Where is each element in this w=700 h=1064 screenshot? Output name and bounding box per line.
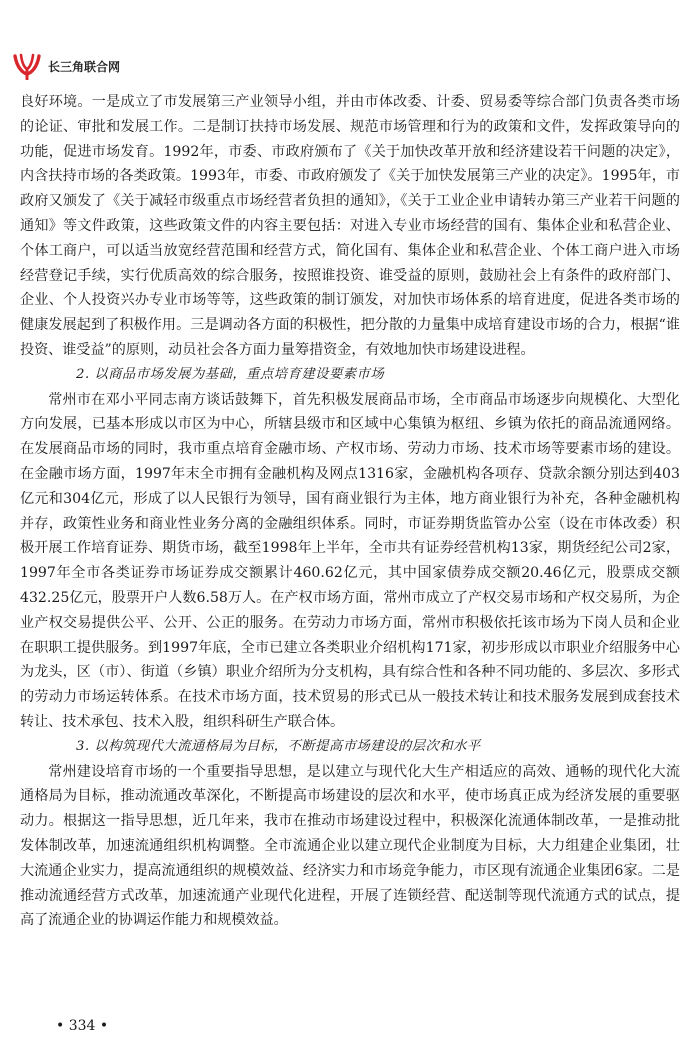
paragraph: 常州市在邓小平同志南方谈话鼓舞下，首先积极发展商品市场，全市商品市场逐步向规模化、大型化方向发展，已基本形成以市区为中心，所辖县级市和区域中心集镇为枢纽、乡镇为依托的商品流通网络。在发展商品市场的同时，我市重点培育金融市场、产权市场、劳动力市场、技术市场等要素市场的建设。在金融市场方面，1997年末全市拥有金融机构及网点1316家，金融机构各项存、贷款余额分别达到403亿元和304亿元，形成了以人民银行为领导，国有商业银行为主体，地方商业银行为补充，各种金融机构并存，政策性业务和商业性业务分离的金融组织体系。同时，市证券期货监管办公室（设在市体改委）积极开展工作培育证券、期货市场，截至1998年上半年，全市共有证券经营机构13家，期货经纪公司2家，1997年全市各类证券市场证券成交额累计460.62亿元，其中国家债券成交额20.46亿元，股票成交额432.25亿元，股票开户人数6.58万人。在产权市场方面，常州市成立了产权交易市场和产权交易所，为企业产权交易提供公平、公开、公正的服务。在劳动力市场方面，常州市积极依托该市场为下岗人员和企业在职职工提供服务。到1997年底，全市已建立各类职业介绍机构171家，初步形成以市职业介绍服务中心为龙头，区（市）、街道（乡镇）职业介绍所为分支机构，具有综合性和各种不同功能的、多层次、多形式的劳动力市场运转体系。在技术市场方面，技术贸易的形式已从一般技术转让和技术服务发展到成套技术转让、技术承包、技术入股，组织科研生产联合体。 [20,391,680,730]
page-number: • 334 • [56,1018,109,1034]
site-logo-icon [12,52,42,80]
document-body [20,90,680,933]
site-name: 长三角联合网 [48,59,121,74]
paragraph: 常州建设培育市场的一个重要指导思想，是以建立与现代化大生产相适应的高效、通畅的现代化大流通格局为目标，推动流通改革深化，不断提高市场建设的层次和水平，使市场真正成为经济发展的重要驱动力。根据这一指导思想，近几年来，我市在推动市场建设过程中，积极深化流通体制改革，一是推动批发体制改革，加速流通组织机构调整。全市流通企业以建立现代企业制度为目标，大力组建企业集团，壮大流通企业实力，提高流通组织的规模效益、经济实力和市场竞争能力，市区现有流通企业集团6家。二是推动流通经营方式改革，加速流通产业现代化进程，开展了连锁经营、配送制等现代流通方式的试点，提高了流通企业的协调运作能力和规模效益。 [20,763,680,929]
page-header [12,52,120,80]
paragraph: 良好环境。一是成立了市发展第三产业领导小组，并由市体改委、计委、贸易委等综合部门负责各类市场的论证、审批和发展工作。二是制订扶持市场发展、规范市场管理和行为的政策和文件，发挥政策导向的功能，促进市场发育。1992年，市委、市政府颁布了《关于加快改革开放和经济建设若干问题的决定》，内含扶持市场的各类政策。1993年，市委、市政府颁发了《关于加快发展第三产业的决定》。1995年，市政府又颁发了《关于减轻市级重点市场经营者负担的通知》，《关于工业企业申请转办第三产业若干问题的通知》等文件政策，这些政策文件的内容主要包括：对进入专业市场经营的国有、集体企业和私营企业、个体工商户，可以适当放宽经营范围和经营方式，简化国有、集体企业和私营企业、个体工商户进入市场经营登记手续，实行优质高效的综合服务，按照谁投资、谁受益的原则，鼓励社会上有条件的政府部门、企业、个人投资兴办专业市场等等，这些政策的制订颁发，对加快市场体系的培育进度，促进各类市场的健康发展起到了积极作用。三是调动各方面的积极性，把分散的力量集中成培育建设市场的合力，根据“谁投资、谁受益”的原则，动员社会各方面力量筹措资金，有效地加快市场建设进程。 [20,94,680,358]
section-heading: 3. 以构筑现代大流通格局为目标，不断提高市场建设的层次和水平 [76,738,481,754]
section-heading: 2. 以商品市场发展为基础，重点培育建设要素市场 [76,366,385,382]
